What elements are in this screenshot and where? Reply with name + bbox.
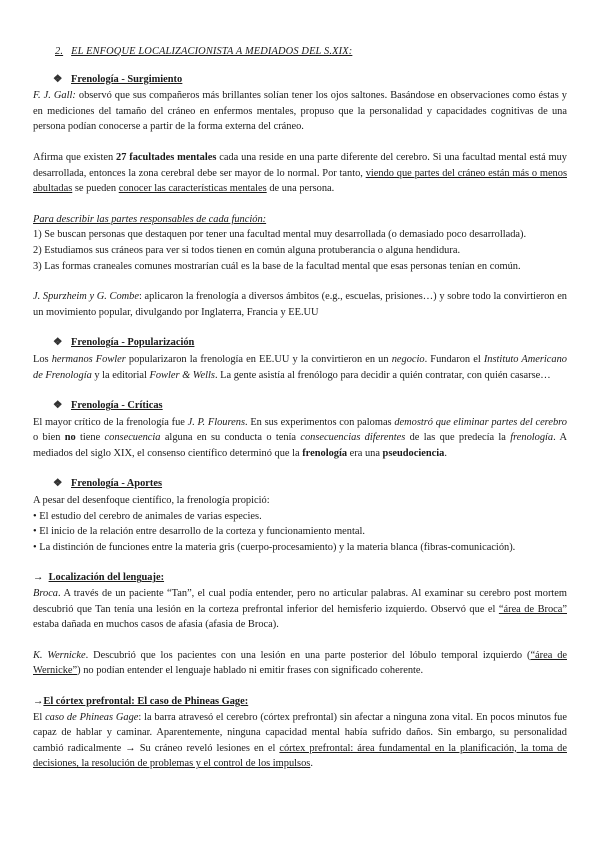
text-run: . En sus experimentos con palomas bbox=[245, 416, 395, 428]
italic-term: Instituto Americano de Frenología bbox=[33, 353, 567, 381]
underlined-phrase: “área de Broca” bbox=[498, 603, 567, 615]
italic-term: hermanos Fowler bbox=[51, 353, 126, 365]
paragraph-broca bbox=[33, 586, 567, 633]
italic-term: consecuencias diferentes bbox=[300, 432, 406, 444]
text-run: : la barra atravesó el cerebro (córtex prefrontal) sin afectar a ninguna zona vital. En pocos minutos fue capaz de hablar y caminar. Aparentemente, ninguna capacidad mental había sufrido daños. Sin embargo, su personalidad cambió radicalmente → Su cráneo reveló lesiones en el bbox=[33, 711, 567, 754]
text-run: tiene bbox=[75, 432, 105, 444]
italic-term: caso de Phineas Gage bbox=[45, 711, 139, 723]
text-run: alguna en su conducta o tenía bbox=[160, 432, 301, 444]
text-run: era una bbox=[347, 447, 383, 459]
author-name: F. J. Gall: bbox=[33, 90, 76, 102]
underlined-phrase: córtex prefrontal: área fundamental en la planificación, la toma de decisiones, la resolución de problemas y el control de los impulsos bbox=[33, 742, 567, 770]
document-page bbox=[33, 44, 567, 772]
text-run: . bbox=[444, 447, 447, 459]
paragraph-text: observó que sus compañeros más brillantes solían tener los ojos saltones. Basándose en observaciones como éstas y en mediciones del tamaño del cráneo en enfermos mentales, propuso que la personalidad y capacidades cognitivas de una persona podían conocerse a partir de la forma externa del cráneo. bbox=[33, 90, 567, 133]
text-run: . bbox=[310, 758, 313, 770]
text-run: o bien bbox=[33, 432, 65, 444]
text-run: . A mediados del siglo XIX, el consenso científico determinó que la bbox=[33, 432, 567, 459]
underlined-phrase: “área de Wernicke” bbox=[33, 649, 567, 677]
underlined-phrase: conocer las características mentales bbox=[118, 183, 267, 195]
paragraph-gall bbox=[33, 88, 567, 135]
text-run: El mayor crítico de la frenología fue bbox=[33, 416, 188, 428]
author-name: J. Spurzheim y G. Combe bbox=[33, 291, 139, 303]
subsection-title-text: Frenología - Aportes bbox=[71, 478, 163, 490]
text-run: . Descubrió que los pacientes con una lesión en una parte posterior del lóbulo temporal izquierdo ( bbox=[85, 649, 531, 661]
list-item: • El inicio de la relación entre desarrollo de la corteza y funcionamiento mental. bbox=[33, 526, 365, 538]
paragraph-flourens bbox=[33, 415, 567, 462]
text-run: . A través de un paciente “Tan”, el cual podía entender, pero no articular palabras. Al examinar su cerebro post mortem descubrió que Tan tenía una lesión en la corteza prefrontal inferior del hemisferio izquierdo. Observó que el bbox=[33, 588, 567, 615]
subsection-title-aportes bbox=[53, 476, 567, 492]
procedure-list bbox=[33, 212, 567, 274]
subsection-title-prefrontal bbox=[33, 694, 567, 710]
heading-text: EL ENFOQUE LOCALIZACIONISTA A MEDIADOS DEL S.XIX: bbox=[71, 46, 353, 57]
paragraph-fowler bbox=[33, 352, 567, 383]
italic-term: consecuencia bbox=[104, 432, 161, 444]
list-intro: A pesar del desenfoque científico, la frenología propició: bbox=[33, 495, 270, 507]
subsection-title-criticas bbox=[53, 398, 567, 414]
text-run: El bbox=[33, 711, 46, 723]
bold-term: pseudociencia bbox=[382, 447, 445, 459]
list-item: 3) Las formas craneales comunes mostrarían cuál es la base de la facultad mental que esas personas tenían en común. bbox=[33, 260, 521, 272]
text-run: se pueden bbox=[72, 183, 119, 195]
list-item: 1) Se buscan personas que destaquen por tener una facultad mental muy desarrollada (o demasiado poco desarrollada). bbox=[33, 229, 527, 241]
diamond-bullet-icon: ❖ bbox=[53, 73, 63, 85]
text-run: cada una reside en una parte diferente del cerebro. Si una facultad mental está muy desarrollada, entonces la zona cerebral debe ser mayor de lo normal. Por tanto, bbox=[33, 151, 568, 179]
diamond-bullet-icon: ❖ bbox=[53, 337, 63, 349]
author-name: K. Wernicke bbox=[33, 649, 86, 661]
italic-term: frenología bbox=[510, 432, 554, 444]
text-run: de las que predecía la bbox=[405, 432, 511, 444]
text-run: . Fundaron el bbox=[424, 353, 484, 365]
author-name: Broca bbox=[33, 588, 59, 600]
subsection-title-popularizacion bbox=[53, 335, 567, 351]
text-run: ) no podían entender el lenguaje hablado ni emitir frases con significado coherente. bbox=[77, 665, 424, 677]
text-run: estaba dañada en muchos casos de afasia (afasia de Broca). bbox=[33, 619, 279, 631]
subsection-title-text: Frenología - Popularización bbox=[71, 337, 195, 349]
paragraph-wernicke bbox=[33, 648, 567, 679]
text-run: popularizaron la frenología en EE.UU y la convirtieron en un bbox=[125, 353, 392, 365]
paragraph-facultades bbox=[33, 150, 567, 197]
diamond-bullet-icon: ❖ bbox=[53, 478, 63, 490]
diamond-bullet-icon: ❖ bbox=[53, 400, 63, 412]
bold-term: 27 facultades mentales bbox=[116, 151, 217, 163]
subsection-title-text: Localización del lenguaje: bbox=[48, 572, 165, 584]
subsection-title-text: El córtex prefrontal: El caso de Phineas Gage: bbox=[43, 696, 249, 707]
text-run: Afirma que existen bbox=[33, 151, 117, 163]
text-run: y la editorial bbox=[91, 369, 150, 381]
list-intro: Para describir las partes responsables de cada función: bbox=[33, 213, 267, 225]
arrow-icon: → bbox=[33, 572, 44, 584]
arrow-icon: → bbox=[33, 696, 44, 707]
paragraph-gage bbox=[33, 710, 567, 772]
subsection-title-text: Frenología - Surgimiento bbox=[71, 73, 183, 85]
italic-term: J. P. Flourens bbox=[187, 416, 245, 428]
italic-term: Fowler & Wells bbox=[149, 369, 215, 381]
paragraph-spurzheim bbox=[33, 289, 567, 320]
bold-term: no bbox=[64, 432, 76, 444]
subsection-title-surgimiento bbox=[53, 72, 567, 88]
aportes-list bbox=[33, 493, 567, 555]
text-run: Los bbox=[33, 353, 52, 365]
text-run: . La gente asistía al frenólogo para decidir a quién contratar, con quién casarse… bbox=[214, 369, 551, 381]
list-item: 2) Estudiamos sus cráneos para ver si todos tienen en común alguna protuberancia o alguna hendidura. bbox=[33, 244, 461, 256]
subsection-title-lenguaje bbox=[33, 570, 567, 586]
section-heading bbox=[33, 44, 567, 60]
italic-term: negocio bbox=[391, 353, 425, 365]
underlined-phrase: viendo que partes del cráneo están más o menos abultadas bbox=[33, 167, 567, 195]
list-item: • El estudio del cerebro de animales de varias especies. bbox=[33, 510, 262, 522]
text-run: de una persona. bbox=[266, 183, 335, 195]
subsection-title-text: Frenología - Críticas bbox=[71, 400, 163, 412]
heading-number: 2. bbox=[55, 46, 64, 57]
italic-term: demostró que eliminar partes del cerebro bbox=[394, 416, 568, 428]
list-item: • La distinción de funciones entre la materia gris (cuerpo-procesamiento) y la materia blanca (fibras-comunicación). bbox=[33, 541, 516, 553]
paragraph-text: : aplicaron la frenología a diversos ámbitos (e.g., escuelas, prisiones…) y sobre todo la convirtieron en un movimiento popular, divulgando por Inglaterra, Francia y EE.UU bbox=[33, 291, 567, 318]
bold-term: frenología bbox=[302, 447, 348, 459]
